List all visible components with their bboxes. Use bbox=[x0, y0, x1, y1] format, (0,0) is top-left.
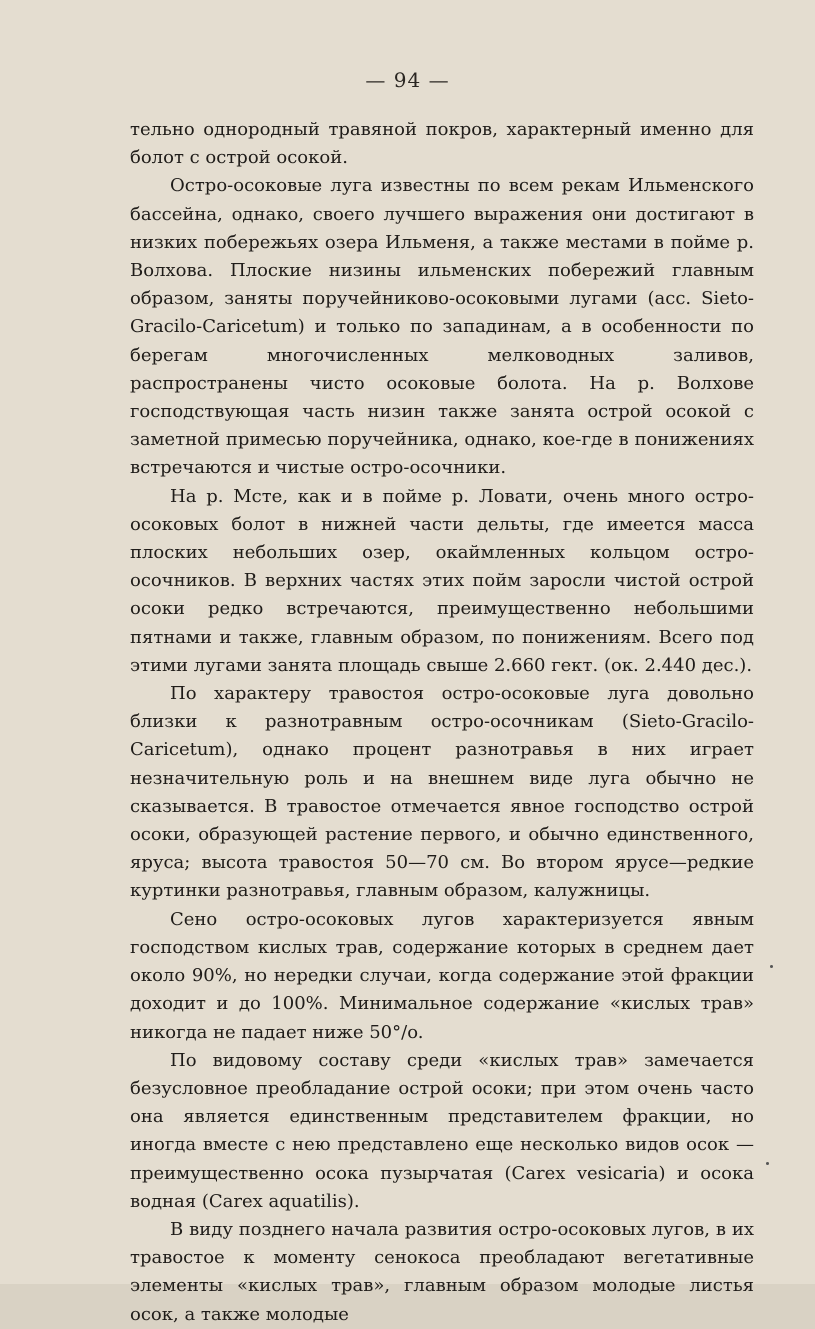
paragraph-1: тельно однородный травяной покров, характерный именно для болот с острой осокой. bbox=[130, 119, 754, 169]
paper-speck bbox=[766, 1162, 769, 1165]
paragraph-5: Сено остро-осоковых лугов характеризуется явным господством кислых трав, содержание которых в среднем дает около 90%, но нередки случаи, когда содержание этой фракции доходит и до 100%. Минимальное содержание «кислых трав» никогда не падает ниже 50°/o. bbox=[130, 908, 754, 1043]
paragraph-2: Остро-осоковые луга известны по всем рекам Ильменского бассейна, однако, своего лучшего выражения они достигают в низких побережьях озера Ильменя, а также местами в пойме р. Волхова. Плоские низины ильменских побережий главным образом, заняты поручейниково-осоковыми лугами (асс. Sieto-Gracilo-Caricetum) и только по западинам, а в особенности по берегам многочисленных мелководных заливов, распространены чисто осоковые болота. На р. Волхове господствующая часть низин также занята острой осокой с заметной примесью поручейника, однако, кое-где в понижениях встречаются и чистые остро-осочники. bbox=[130, 175, 754, 479]
body-text bbox=[130, 116, 754, 1329]
paragraph-7: В виду позднего начала развития остро-осоковых лугов, в их травостое к моменту сенокоса преобладают вегетативные элементы «кислых трав», главным образом молодые листья осок, а также молодые bbox=[130, 1218, 754, 1325]
page-number: — 94 — bbox=[365, 68, 450, 92]
paragraph-4: По характеру травостоя остро-осоковые луга довольно близки к разнотравным остро-осочникам (Sieto-Gracilo-Caricetum), однако процент разнотравья в них играет незначительную роль и на внешнем виде луга обычно не сказывается. В травостое отмечается явное господство острой осоки, образующей растение первого, и обычно единственного, яруса; высота травостоя 50—70 см. Во втором ярусе—редкие куртинки разнотравья, главным образом, калужницы. bbox=[130, 683, 754, 902]
paragraph-6: По видовому составу среди «кислых трав» замечается безусловное преобладание острой осоки; при этом очень часто она является единственным представителем фракции, но иногда вместе с нею представлено еще несколько видов осок — преимущественно осока пузырчатая (Carex vesicaria) и осока водная (Carex aquatilis). bbox=[130, 1049, 754, 1212]
paper-speck bbox=[770, 965, 773, 968]
paragraph-3: На р. Мсте, как и в пойме р. Ловати, очень много остро-осоковых болот в нижней части дельты, где имеется масса плоских небольших озер, окаймленных кольцом остро-осочников. В верхних частях этих пойм заросли чистой острой осоки редко встречаются, преимущественно небольшими пятнами и также, главным образом, по понижениям. Всего под этими лугами занята площадь свыше 2.660 гект. (ок. 2.440 дес.). bbox=[130, 485, 754, 676]
